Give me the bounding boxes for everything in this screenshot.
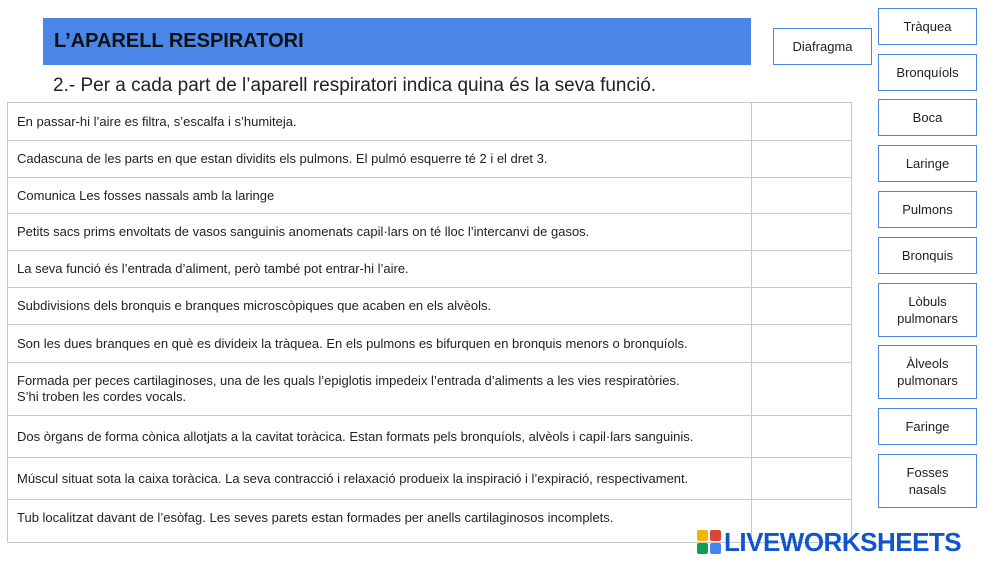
option-bronquiols[interactable]: Bronquíols bbox=[878, 54, 977, 91]
row-description: Múscul situat sota la caixa toràcica. La seva contracció i relaxació produeix la inspiració i l’expiració, respectivament. bbox=[8, 458, 752, 499]
option-faringe[interactable]: Faringe bbox=[878, 408, 977, 445]
row-description: En passar-hi l’aire es filtra, s’escalfa i s’humiteja. bbox=[8, 103, 752, 140]
page-title-text: L’APARELL RESPIRATORI bbox=[54, 30, 304, 52]
instruction-text: 2.- Per a cada part de l’aparell respiratori indica quina és la seva funció. bbox=[53, 75, 657, 96]
table-row bbox=[8, 214, 851, 251]
table-row bbox=[8, 178, 851, 214]
answer-drop-zone[interactable] bbox=[752, 458, 851, 499]
table-row bbox=[8, 141, 851, 178]
table-row bbox=[8, 363, 851, 416]
answer-drop-zone[interactable] bbox=[752, 416, 851, 457]
logo-text: LIVEWORKSHEETS bbox=[724, 526, 962, 557]
answer-drop-zone[interactable] bbox=[752, 363, 851, 415]
row-description: Cadascuna de les parts en que estan dividits els pulmons. El pulmó esquerre té 2 i el dret 3. bbox=[8, 141, 752, 177]
answer-drop-zone[interactable] bbox=[752, 288, 851, 324]
table-row bbox=[8, 288, 851, 325]
row-description: Formada per peces cartilaginoses, una de les quals l’epiglotis impedeix l’entrada d’aliments a les vies respiratòries. S’hi troben les cordes vocals. bbox=[8, 363, 752, 415]
table-row bbox=[8, 325, 851, 363]
answer-drop-zone[interactable] bbox=[752, 178, 851, 213]
row-description: Tub localitzat davant de l’esòfag. Les seves parets estan formades per anells cartilaginosos incomplets. bbox=[8, 500, 752, 542]
answer-drop-zone[interactable] bbox=[752, 325, 851, 362]
option-lobuls-pulmonars[interactable]: Lòbuls pulmonars bbox=[878, 283, 977, 337]
row-description: Petits sacs prims envoltats de vasos sanguinis anomenats capil·lars on té lloc l’intercanvi de gasos. bbox=[8, 214, 752, 250]
option-pulmons[interactable]: Pulmons bbox=[878, 191, 977, 228]
page-title bbox=[43, 18, 751, 65]
table-row bbox=[8, 103, 851, 141]
liveworksheets-logo-icon bbox=[697, 530, 721, 554]
table-row bbox=[8, 251, 851, 288]
row-description: Comunica Les fosses nassals amb la laringe bbox=[8, 178, 752, 213]
liveworksheets-logo bbox=[697, 527, 961, 557]
option-diafragma[interactable]: Diafragma bbox=[773, 28, 872, 65]
option-traquea[interactable]: Tràquea bbox=[878, 8, 977, 45]
answer-drop-zone[interactable] bbox=[752, 214, 851, 250]
option-boca[interactable]: Boca bbox=[878, 99, 977, 136]
row-description: Dos òrgans de forma cònica allotjats a la cavitat toràcica. Estan formats pels bronquíols, alvèols i capil·lars sanguinis. bbox=[8, 416, 752, 457]
option-laringe[interactable]: Laringe bbox=[878, 145, 977, 182]
option-bronquis[interactable]: Bronquis bbox=[878, 237, 977, 274]
answer-drop-zone[interactable] bbox=[752, 141, 851, 177]
option-alveols-pulmonars[interactable]: Àlveols pulmonars bbox=[878, 345, 977, 399]
row-description: Son les dues branques en què es divideix la tràquea. En els pulmons es bifurquen en bronquis menors o bronquíols. bbox=[8, 325, 752, 362]
table-row bbox=[8, 416, 851, 458]
matching-table bbox=[7, 102, 852, 543]
option-fosses-nasals[interactable]: Fosses nasals bbox=[878, 454, 977, 508]
answer-drop-zone[interactable] bbox=[752, 251, 851, 287]
row-description: Subdivisions dels bronquis e branques microscòpiques que acaben en els alvèols. bbox=[8, 288, 752, 324]
table-row bbox=[8, 458, 851, 500]
row-description: La seva funció és l’entrada d’aliment, però també pot entrar-hi l’aire. bbox=[8, 251, 752, 287]
answer-drop-zone[interactable] bbox=[752, 103, 851, 140]
